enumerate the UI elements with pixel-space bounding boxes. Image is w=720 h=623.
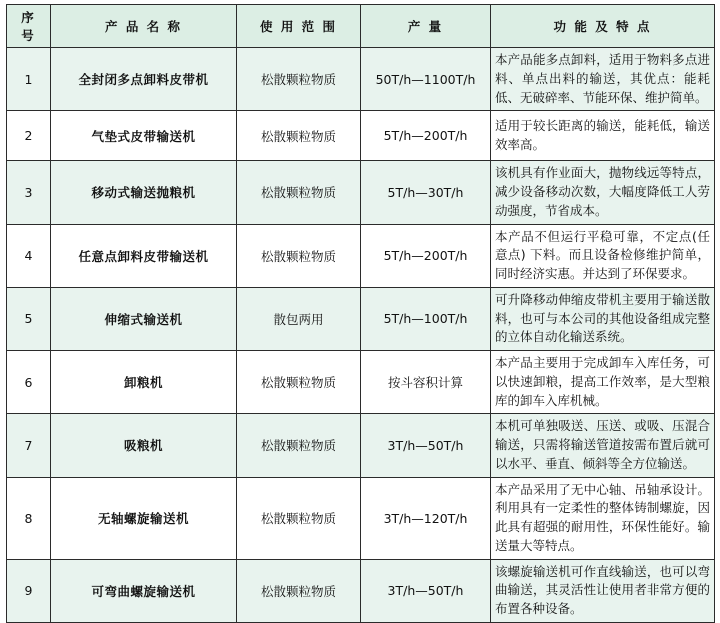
cell-scope: 松散颗粒物质 <box>237 224 361 287</box>
cell-no: 8 <box>7 477 51 559</box>
cell-product-name: 卸粮机 <box>51 351 237 414</box>
header-row <box>7 5 715 48</box>
cell-product-name: 移动式输送抛粮机 <box>51 161 237 224</box>
table-body <box>7 48 715 623</box>
cell-output: 3T/h—50T/h <box>361 559 491 622</box>
column-header-no: 序 号 <box>7 5 51 48</box>
cell-product-name: 气垫式皮带输送机 <box>51 111 237 161</box>
cell-feature: 本产品不但运行平稳可靠，不定点(任意点) 下料。而且设备检修维护简单，同时经济实惠。并达到了环保要求。 <box>491 224 715 287</box>
cell-scope: 松散颗粒物质 <box>237 477 361 559</box>
cell-output: 5T/h—100T/h <box>361 287 491 350</box>
table-row <box>7 414 715 477</box>
cell-no: 6 <box>7 351 51 414</box>
cell-output: 按斗容积计算 <box>361 351 491 414</box>
cell-feature: 该螺旋输送机可作直线输送，也可以弯曲输送，其灵活性让使用者非常方便的布置各种设备。 <box>491 559 715 622</box>
cell-scope: 松散颗粒物质 <box>237 161 361 224</box>
cell-scope: 松散颗粒物质 <box>237 414 361 477</box>
cell-feature: 本产品能多点卸料，适用于物料多点进料、单点出料的输送，其优点：能耗低、无破碎率、节能环保、维护简单。 <box>491 48 715 111</box>
cell-no: 4 <box>7 224 51 287</box>
table-header <box>7 5 715 48</box>
cell-feature: 本产品采用了无中心轴、吊轴承设计。利用具有一定柔性的整体铸制螺旋，因此具有超强的耐用性，环保性能好。输送量大等特点。 <box>491 477 715 559</box>
cell-output: 5T/h—200T/h <box>361 224 491 287</box>
product-spec-table <box>6 4 715 623</box>
table-row <box>7 477 715 559</box>
column-header-scope: 使 用 范 围 <box>237 5 361 48</box>
column-header-product-name: 产 品 名 称 <box>51 5 237 48</box>
cell-feature: 本产品主要用于完成卸车入库任务，可以快速卸粮，提高工作效率，是大型粮库的卸车入库机械。 <box>491 351 715 414</box>
cell-scope: 松散颗粒物质 <box>237 351 361 414</box>
cell-product-name: 全封闭多点卸料皮带机 <box>51 48 237 111</box>
cell-no: 5 <box>7 287 51 350</box>
table-row <box>7 287 715 350</box>
cell-output: 3T/h—50T/h <box>361 414 491 477</box>
cell-output: 5T/h—200T/h <box>361 111 491 161</box>
table-row <box>7 48 715 111</box>
column-header-output: 产 量 <box>361 5 491 48</box>
cell-output: 5T/h—30T/h <box>361 161 491 224</box>
cell-product-name: 可弯曲螺旋输送机 <box>51 559 237 622</box>
cell-output: 3T/h—120T/h <box>361 477 491 559</box>
cell-feature: 该机具有作业面大，抛物线远等特点，减少设备移动次数，大幅度降低工人劳动强度，节省成本。 <box>491 161 715 224</box>
cell-no: 1 <box>7 48 51 111</box>
cell-product-name: 吸粮机 <box>51 414 237 477</box>
column-header-features: 功 能 及 特 点 <box>491 5 715 48</box>
table-row <box>7 351 715 414</box>
table-row <box>7 559 715 622</box>
cell-feature: 本机可单独吸送、压送、或吸、压混合输送，只需将输送管道按需布置后就可以水平、垂直、倾斜等全方位输送。 <box>491 414 715 477</box>
cell-no: 3 <box>7 161 51 224</box>
cell-product-name: 伸缩式输送机 <box>51 287 237 350</box>
cell-scope: 散包两用 <box>237 287 361 350</box>
cell-no: 7 <box>7 414 51 477</box>
cell-product-name: 任意点卸料皮带输送机 <box>51 224 237 287</box>
cell-no: 2 <box>7 111 51 161</box>
cell-scope: 松散颗粒物质 <box>237 111 361 161</box>
cell-feature: 可升降移动伸缩皮带机主要用于输送散料，也可与本公司的其他设备组成完整的立体自动化输送系统。 <box>491 287 715 350</box>
cell-no: 9 <box>7 559 51 622</box>
table-row <box>7 161 715 224</box>
cell-output: 50T/h—1100T/h <box>361 48 491 111</box>
cell-scope: 松散颗粒物质 <box>237 559 361 622</box>
cell-feature: 适用于较长距离的输送，能耗低，输送效率高。 <box>491 111 715 161</box>
cell-scope: 松散颗粒物质 <box>237 48 361 111</box>
cell-product-name: 无轴螺旋输送机 <box>51 477 237 559</box>
table-row <box>7 224 715 287</box>
table-row <box>7 111 715 161</box>
